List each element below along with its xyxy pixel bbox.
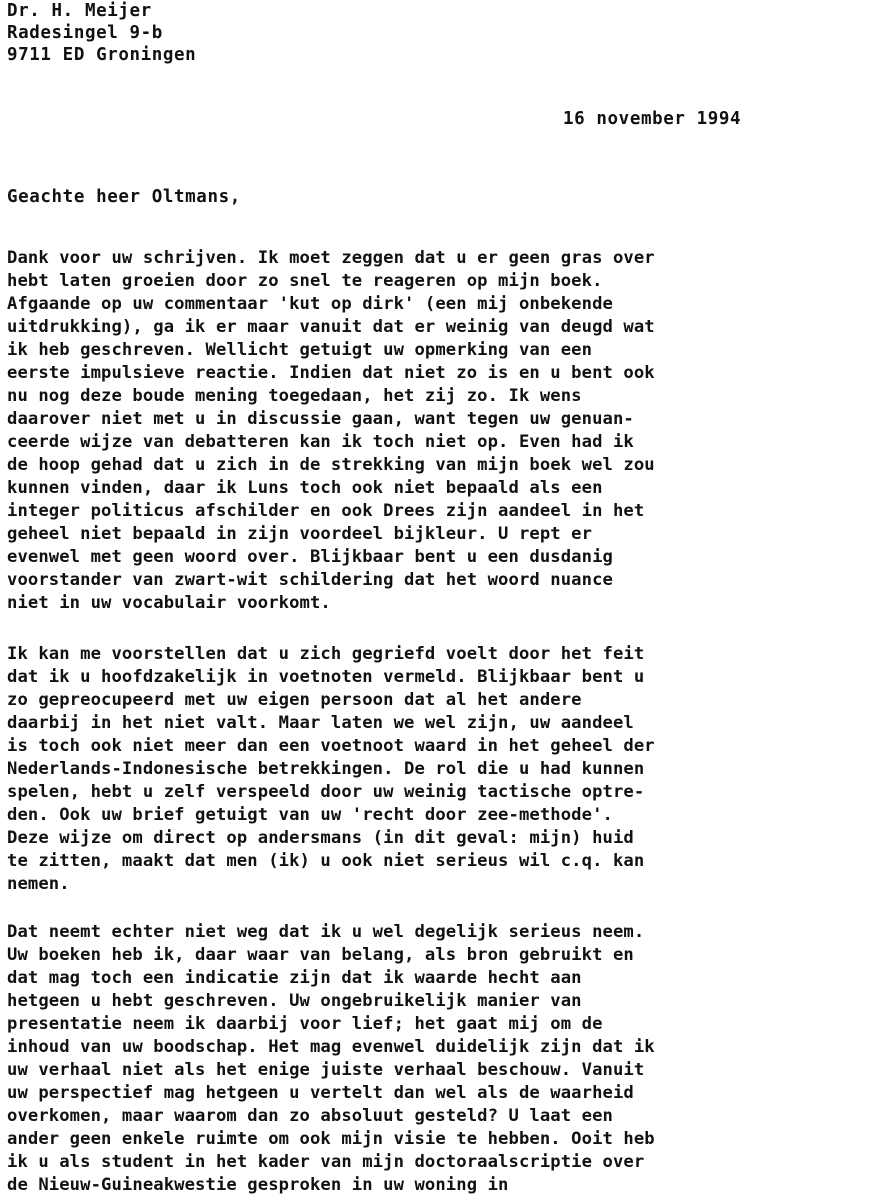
body-line: voorstander van zwart-wit schildering dat het woord nuance — [7, 570, 613, 590]
body-line: Ik kan me voorstellen dat u zich gegriefd voelt door het feit — [7, 644, 645, 664]
body-line: Afgaande op uw commentaar 'kut op dirk' (een mij onbekende — [7, 294, 613, 314]
body-line: spelen, hebt u zelf verspeeld door uw weinig tactische optre- — [7, 782, 645, 802]
body-line: kunnen vinden, daar ik Luns toch ook niet bepaald als een — [7, 478, 603, 498]
sender-street: Radesingel 9-b — [7, 23, 163, 43]
body-line: ander geen enkele ruimte om ook mijn visie te hebben. Ooit heb — [7, 1129, 655, 1149]
body-line: uw perspectief mag hetgeen u vertelt dan wel als de waarheid — [7, 1083, 634, 1103]
body-line: ik heb geschreven. Wellicht getuigt uw opmerking van een — [7, 340, 593, 360]
body-line: integer politicus afschilder en ook Drees zijn aandeel in het — [7, 501, 645, 521]
body-line: daarbij in het niet valt. Maar laten we wel zijn, uw aandeel — [7, 713, 634, 733]
body-line: Nederlands-Indonesische betrekkingen. De rol die u had kunnen — [7, 759, 645, 779]
body-line: ceerde wijze van debatteren kan ik toch niet op. Even had ik — [7, 432, 634, 452]
body-line: niet in uw vocabulair voorkomt. — [7, 593, 331, 613]
body-line: hetgeen u hebt geschreven. Uw ongebruikelijk manier van — [7, 991, 582, 1011]
salutation: Geachte heer Oltmans, — [7, 187, 241, 207]
body-line: hebt laten groeien door zo snel te reageren op mijn boek. — [7, 271, 603, 291]
body-line: de hoop gehad dat u zich in de strekking van mijn boek wel zou — [7, 455, 655, 475]
body-line: dat ik u hoofdzakelijk in voetnoten vermeld. Blijkbaar bent u — [7, 667, 645, 687]
body-line: is toch ook niet meer dan een voetnoot waard in het geheel der — [7, 736, 655, 756]
sender-city: 9711 ED Groningen — [7, 45, 197, 65]
body-line: dat mag toch een indicatie zijn dat ik waarde hecht aan — [7, 968, 582, 988]
body-line: eerste impulsieve reactie. Indien dat niet zo is en u bent ook — [7, 363, 655, 383]
letter-date: 16 november 1994 — [563, 109, 742, 129]
body-line: den. Ook uw brief getuigt van uw 'recht door zee-methode'. — [7, 805, 613, 825]
body-line: Uw boeken heb ik, daar waar van belang, als bron gebruikt en — [7, 945, 634, 965]
body-line: uw verhaal niet als het enige juiste verhaal beschouw. Vanuit — [7, 1060, 645, 1080]
body-line: te zitten, maakt dat men (ik) u ook niet serieus wil c.q. kan — [7, 851, 645, 871]
body-line: Dank voor uw schrijven. Ik moet zeggen dat u er geen gras over — [7, 248, 655, 268]
sender-name: Dr. H. Meijer — [7, 1, 152, 21]
body-line: Dat neemt echter niet weg dat ik u wel degelijk serieus neem. — [7, 922, 645, 942]
body-line: evenwel met geen woord over. Blijkbaar bent u een dusdanig — [7, 547, 613, 567]
body-line: nemen. — [7, 874, 70, 894]
body-line: de Nieuw-Guineakwestie gesproken in uw woning in — [7, 1175, 509, 1195]
body-line: uitdrukking), ga ik er maar vanuit dat er weinig van deugd wat — [7, 317, 655, 337]
body-line: zo gepreocupeerd met uw eigen persoon dat al het andere — [7, 690, 582, 710]
body-line: presentatie neem ik daarbij voor lief; het gaat mij om de — [7, 1014, 603, 1034]
body-line: inhoud van uw boodschap. Het mag evenwel duidelijk zijn dat ik — [7, 1037, 655, 1057]
body-line: overkomen, maar waarom dan zo absoluut gesteld? U laat een — [7, 1106, 613, 1126]
body-line: Deze wijze om direct op andersmans (in dit geval: mijn) huid — [7, 828, 634, 848]
body-line: geheel niet bepaald in zijn voordeel bijkleur. U rept er — [7, 524, 593, 544]
body-line: ik u als student in het kader van mijn doctoraalscriptie over — [7, 1152, 645, 1172]
body-line: nu nog deze boude mening toegedaan, het zij zo. Ik wens — [7, 386, 582, 406]
body-line: daarover niet met u in discussie gaan, want tegen uw genuan- — [7, 409, 634, 429]
